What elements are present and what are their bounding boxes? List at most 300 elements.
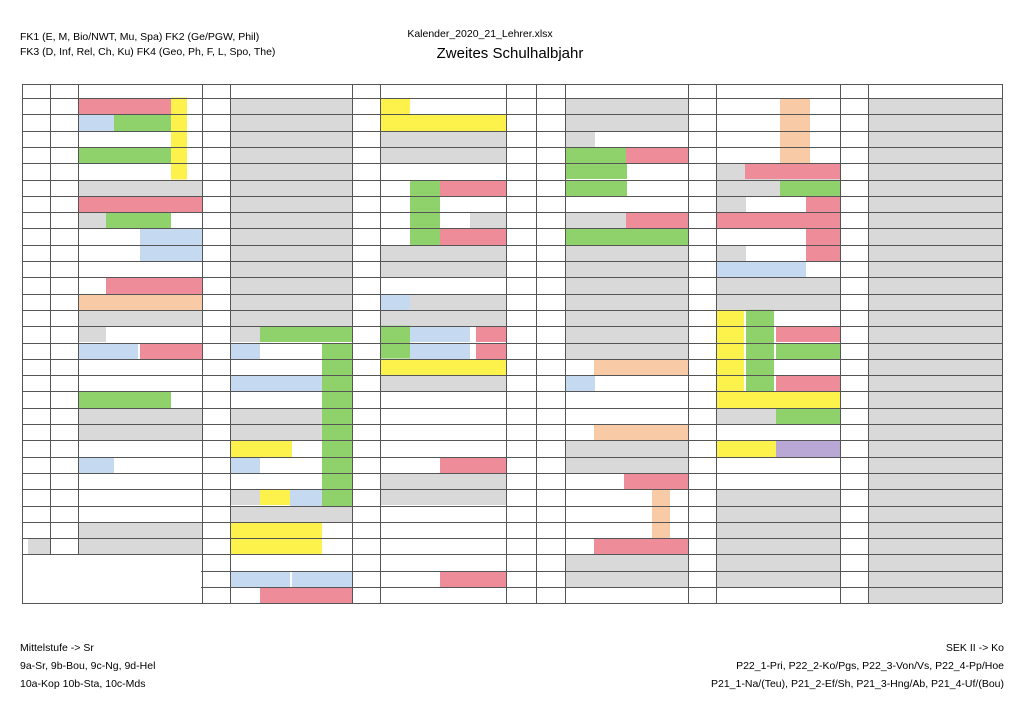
grid-line-row: [22, 424, 1002, 425]
weekday-jun: [690, 538, 716, 554]
event-mai-nachschreiber: [565, 228, 688, 244]
weekday-mrz: [204, 277, 230, 293]
weekday-mai: [538, 554, 564, 570]
event-apr-zks4: [440, 180, 506, 196]
weekday-jun: [690, 473, 716, 489]
event-jun-er8: [716, 196, 746, 212]
day-number: [25, 359, 50, 375]
event-apr-abi-arrow: [476, 343, 506, 359]
weekday-mrz: [204, 228, 230, 244]
grid-line-row: [22, 212, 1002, 213]
weekday-apr: [354, 424, 380, 440]
weekday-jul: [842, 408, 868, 424]
weekday-feb: [52, 457, 78, 473]
event-feb-profilwahl: [78, 391, 171, 407]
event-jun-kltag: [716, 391, 840, 407]
weekday-feb: [52, 506, 78, 522]
weekday-mrz: [204, 522, 230, 538]
weekday-mai: [538, 196, 564, 212]
holiday-block-feb-wknd2: [78, 180, 202, 196]
weekday-feb: [52, 261, 78, 277]
weekday-mai: [538, 163, 564, 179]
weekday-apr: [354, 522, 380, 538]
weekday-feb: [52, 359, 78, 375]
weekday-mai: [538, 131, 564, 147]
grid-line-row: [22, 228, 1002, 229]
grid-line-row: [22, 180, 1002, 181]
weekday-mrz: [204, 310, 230, 326]
weekday-jun: [690, 571, 716, 587]
grid-line-row: [22, 359, 1002, 360]
day-number: [25, 391, 50, 407]
footer-right-3: P21_1-Na/(Teu), P21_2-Ef/Sh, P21_3-Hng/Ab, P21_4-Uf/(Bou): [711, 678, 1004, 690]
weekday-jun: [690, 212, 716, 228]
weekday-jul: [842, 196, 868, 212]
weekday-mai: [538, 343, 564, 359]
weekday-jul: [842, 228, 868, 244]
weekday-feb: [52, 114, 78, 130]
day-number: [510, 522, 536, 538]
weekday-jul: [842, 457, 868, 473]
grid-line-row: [22, 294, 1002, 295]
event-mai-himmelfahrt: [580, 294, 688, 310]
weekday-jul: [842, 326, 868, 342]
event-mrz-gb: [260, 489, 290, 505]
grid-line-row: [22, 310, 1002, 311]
grid-line-row: [22, 163, 1002, 164]
event-jun-sk5: [716, 245, 746, 261]
day-number: [25, 212, 50, 228]
weekday-mai: [538, 228, 564, 244]
weekday-mrz: [204, 131, 230, 147]
day-number: [510, 310, 536, 326]
event-feb-fk1: [78, 343, 138, 359]
grid-line-row: [22, 343, 1002, 344]
weekday-apr: [354, 375, 380, 391]
day-number: [25, 489, 50, 505]
weekday-apr: [354, 457, 380, 473]
day-number: [25, 180, 50, 196]
weekday-jul: [842, 98, 868, 114]
day-number: [510, 180, 536, 196]
event-feb-kur3: [78, 114, 114, 130]
weekday-apr: [354, 212, 380, 228]
event-mrz-frankreich: [322, 343, 352, 522]
grid-line-row: [22, 196, 1002, 197]
weekday-mrz: [204, 424, 230, 440]
day-number: [25, 261, 50, 277]
weekday-apr: [354, 506, 380, 522]
weekday-mai: [538, 587, 564, 603]
weekday-jun: [690, 506, 716, 522]
weekday-jun: [690, 277, 716, 293]
day-number: [25, 457, 50, 473]
day-number: [25, 375, 50, 391]
event-mai-fastenbrechen: [600, 277, 688, 293]
event-mai-pfingstmontag: [565, 473, 625, 489]
event-jun-mdlmsa: [776, 343, 840, 359]
weekday-apr: [354, 326, 380, 342]
day-number: [510, 408, 536, 424]
event-jun-s2zkonf: [776, 326, 840, 342]
weekday-feb: [52, 375, 78, 391]
event-mai-msad: [565, 163, 627, 179]
weekday-apr: [354, 245, 380, 261]
day-number: [25, 473, 50, 489]
grid-line-row: [22, 440, 1002, 441]
day-number: [25, 343, 50, 359]
day-number: [510, 506, 536, 522]
weekday-mrz: [204, 212, 230, 228]
weekday-mrz: [204, 147, 230, 163]
weekday-jun: [690, 424, 716, 440]
event-mai-notenabgabi: [594, 538, 688, 554]
weekday-apr: [354, 163, 380, 179]
grid-line-row: [22, 522, 1002, 523]
day-number: [25, 114, 50, 130]
weekday-jul: [842, 180, 868, 196]
weekday-mrz: [204, 489, 230, 505]
weekday-jul: [842, 114, 868, 130]
event-apr-vv10: [380, 98, 410, 114]
weekday-apr: [354, 131, 380, 147]
event-feb-elternabende1: [78, 98, 171, 114]
weekday-jul: [842, 261, 868, 277]
day-number: [25, 131, 50, 147]
weekday-mai: [538, 245, 564, 261]
grid-line-row: [22, 261, 1002, 262]
weekday-feb: [52, 522, 78, 538]
event-apr-zeugn: [440, 228, 506, 244]
month-header-apr: [352, 84, 506, 98]
weekday-apr: [354, 554, 380, 570]
weekday-apr: [354, 114, 380, 130]
day-number: [510, 163, 536, 179]
day-number: [510, 98, 536, 114]
event-mai-msam: [565, 180, 627, 196]
weekday-mai: [538, 473, 564, 489]
weekday-feb: [52, 294, 78, 310]
grid-line-col: [22, 84, 23, 603]
weekday-mai: [538, 294, 564, 310]
weekday-mrz: [204, 440, 230, 456]
weekday-jun: [690, 310, 716, 326]
grid-line-row: [22, 375, 1002, 376]
event-mrz-fk2: [230, 457, 260, 473]
weekday-mai: [538, 375, 564, 391]
weekday-jun: [690, 457, 716, 473]
weekday-jun: [690, 440, 716, 456]
grid-line-row: [22, 538, 1002, 539]
weekday-jun: [690, 294, 716, 310]
weekday-jul: [842, 473, 868, 489]
weekday-apr: [354, 571, 380, 587]
grid-line-col: [50, 84, 51, 603]
weekday-jul: [842, 538, 868, 554]
weekday-apr: [354, 147, 380, 163]
grid-line-col: [716, 84, 717, 603]
weekday-jun: [690, 147, 716, 163]
event-feb-sufs: [106, 212, 171, 228]
day-number: [510, 473, 536, 489]
day-number: [510, 571, 536, 587]
weekday-apr: [354, 440, 380, 456]
day-number: [510, 114, 536, 130]
event-mrz-jako: [230, 506, 352, 522]
weekday-feb: [52, 489, 78, 505]
weekday-mai: [538, 571, 564, 587]
grid-line-row: [22, 457, 1002, 458]
weekday-jul: [842, 587, 868, 603]
weekday-mai: [538, 424, 564, 440]
event-jun-kiwi: [716, 261, 806, 277]
weekday-mrz: [204, 571, 230, 587]
weekday-jul: [842, 375, 868, 391]
weekday-mai: [538, 359, 564, 375]
day-number: [510, 457, 536, 473]
day-number: [25, 147, 50, 163]
weekday-mrz: [204, 554, 230, 570]
weekday-feb: [52, 310, 78, 326]
weekday-mrz: [204, 391, 230, 407]
file-name: Kalender_2020_21_Lehrer.xlsx: [407, 28, 553, 40]
grid-line-col: [380, 84, 381, 603]
weekday-jul: [842, 391, 868, 407]
day-number: [510, 261, 536, 277]
event-mrz-probe: [230, 522, 322, 538]
event-mai-abim: [626, 147, 688, 163]
grid-line-row: [22, 326, 1002, 327]
footer-right-2: P22_1-Pri, P22_2-Ko/Pgs, P22_3-Von/Vs, P22_4-Pp/Hoe: [736, 660, 1004, 672]
weekday-feb: [52, 98, 78, 114]
weekday-mrz: [204, 114, 230, 130]
grid-line-col: [352, 84, 353, 603]
day-number: [25, 163, 50, 179]
event-feb-elternabende2: [78, 294, 202, 310]
day-number: [510, 228, 536, 244]
event-apr-fobi: [410, 326, 470, 342]
grid-line-row: [22, 131, 1002, 132]
weekday-jun: [690, 228, 716, 244]
event-mrz-fk4: [230, 343, 260, 359]
weekday-feb: [52, 326, 78, 342]
day-number: [510, 587, 536, 603]
weekday-mai: [538, 114, 564, 130]
weekday-feb: [52, 473, 78, 489]
event-apr-er6: [380, 375, 416, 391]
event-mai-maifeiertag: [600, 98, 688, 114]
event-mai-er7: [565, 131, 595, 147]
weekday-feb: [52, 440, 78, 456]
event-mrz-sk3: [230, 489, 260, 505]
weekday-apr: [354, 261, 380, 277]
weekday-apr: [354, 408, 380, 424]
weekday-mrz: [204, 538, 230, 554]
weekday-jul: [842, 147, 868, 163]
weekday-mrz: [204, 457, 230, 473]
event-apr-abie: [440, 457, 506, 473]
day-number: [25, 408, 50, 424]
event-jun-sportfest: [716, 440, 776, 456]
weekday-mrz: [204, 326, 230, 342]
grid-line-top: [22, 84, 1002, 85]
weekday-mai: [538, 98, 564, 114]
event-feb-lk4: [78, 457, 114, 473]
weekday-feb: [52, 408, 78, 424]
weekday-mai: [538, 310, 564, 326]
weekday-mrz: [204, 343, 230, 359]
day-number: [510, 538, 536, 554]
page-title: Zweites Schulhalbjahr: [436, 45, 584, 62]
weekday-jun: [690, 391, 716, 407]
weekday-apr: [354, 196, 380, 212]
weekday-mai: [538, 261, 564, 277]
day-number: [510, 440, 536, 456]
event-apr-lernen: [410, 343, 470, 359]
event-mai-notenabg510: [594, 424, 688, 440]
weekday-jun: [690, 98, 716, 114]
label-mai-ferien: [565, 245, 688, 261]
event-mai-abithem: [624, 473, 688, 489]
weekday-jul: [842, 359, 868, 375]
grid-line-col: [840, 84, 841, 603]
weekday-feb: [52, 343, 78, 359]
weekday-feb: [52, 163, 78, 179]
grid-line-col: [868, 84, 869, 603]
day-number: [510, 489, 536, 505]
event-mrz-hh: [230, 440, 292, 456]
weekday-jun: [690, 522, 716, 538]
event-mai-notenabg610: [594, 359, 688, 375]
weekday-feb: [52, 391, 78, 407]
weekday-mrz: [204, 294, 230, 310]
weekday-jul: [842, 440, 868, 456]
event-mrz-notenschl: [260, 587, 352, 603]
day-number: [510, 277, 536, 293]
weekday-jun: [690, 261, 716, 277]
weekday-jun: [690, 375, 716, 391]
event-feb-sud: [114, 114, 171, 130]
event-mai-pfingstsonntag: [600, 457, 688, 473]
weekday-jul: [842, 310, 868, 326]
weekday-mrz: [204, 506, 230, 522]
weekday-feb: [52, 196, 78, 212]
weekday-mai: [538, 326, 564, 342]
weekday-jul: [842, 131, 868, 147]
day-number: [510, 424, 536, 440]
day-number: [510, 554, 536, 570]
day-number: [510, 375, 536, 391]
grid-line-row: [22, 408, 1002, 409]
day-number: [510, 131, 536, 147]
weekday-apr: [354, 473, 380, 489]
weekday-apr: [354, 343, 380, 359]
day-number: [25, 294, 50, 310]
event-mai-lk5: [565, 375, 595, 391]
header-fk-line2: FK3 (D, Inf, Rel, Ch, Ku) FK4 (Geo, Ph, F, L, Spo, The): [20, 46, 276, 58]
grid-line-row: [22, 506, 1002, 507]
event-mrz-gira: [292, 457, 352, 473]
event-mrz-team10: [292, 571, 352, 587]
weekday-apr: [354, 180, 380, 196]
event-mrz-kaenguru: [230, 375, 322, 391]
weekday-mrz: [204, 261, 230, 277]
day-number: [25, 506, 50, 522]
footer-right-1: SEK II -> Ko: [945, 642, 1004, 654]
weekday-apr: [354, 310, 380, 326]
tag-header-2: [506, 84, 536, 98]
event-feb-schef: [78, 326, 106, 342]
day-number: [510, 196, 536, 212]
event-apr-sk4: [470, 212, 506, 228]
month-header-mai: [536, 84, 688, 98]
event-feb-anmeldewoche: [171, 98, 187, 180]
grid-line-col: [536, 84, 537, 603]
event-feb-er4: [78, 212, 106, 228]
weekday-feb: [52, 131, 78, 147]
weekday-apr: [354, 277, 380, 293]
grid-line-col: [78, 84, 79, 603]
weekday-mai: [538, 180, 564, 196]
event-mrz-er5: [230, 326, 260, 342]
event-feb-israel: [78, 196, 202, 212]
weekday-feb: [52, 228, 78, 244]
day-number: [510, 147, 536, 163]
event-apr-ramadan: [380, 277, 470, 293]
month-header-mrz: [202, 84, 352, 98]
weekday-jun: [690, 489, 716, 505]
tag-header: [22, 84, 50, 98]
grid-line-col: [688, 84, 689, 603]
event-mrz-zwnoten10: [260, 326, 352, 342]
weekday-jul: [842, 522, 868, 538]
day-number: [25, 522, 50, 538]
label-mrz-ferien2: [230, 212, 352, 228]
event-feb-sum: [78, 147, 171, 163]
feb-blank-tail: [23, 555, 201, 603]
weekday-feb: [52, 424, 78, 440]
footer-left-3: 10a-Kop 10b-Sta, 10c-Mds: [20, 678, 146, 690]
weekday-mrz: [204, 408, 230, 424]
day-number: [510, 212, 536, 228]
header-fk-line1: FK1 (E, M, Bio/NWT, Mu, Spa) FK2 (Ge/PGW, Phil): [20, 31, 260, 43]
grid-line-row: [22, 473, 1002, 474]
weekday-jun: [690, 131, 716, 147]
event-mai-sabitur: [626, 212, 688, 228]
event-mrz-team56: [230, 571, 290, 587]
day-number: [510, 391, 536, 407]
weekday-feb: [52, 538, 78, 554]
event-mrz-relphil: [230, 538, 322, 554]
weekday-mrz: [204, 245, 230, 261]
label-jun-sommer2: [716, 522, 840, 538]
grid-line-col: [506, 84, 507, 603]
day-number: [25, 440, 50, 456]
day-number: [510, 294, 536, 310]
grid-line-bottom: [22, 603, 1002, 604]
month-header-feb: [50, 84, 202, 98]
day-number: [510, 343, 536, 359]
weekday-mrz: [204, 587, 230, 603]
weekday-jun: [690, 326, 716, 342]
weekday-apr: [354, 359, 380, 375]
grid-line-row: [22, 391, 1002, 392]
day-number: [510, 326, 536, 342]
event-jun-prak10a: [780, 180, 840, 196]
day-number: [25, 424, 50, 440]
weekday-jun: [690, 343, 716, 359]
event-apr-leistung: [380, 114, 506, 130]
